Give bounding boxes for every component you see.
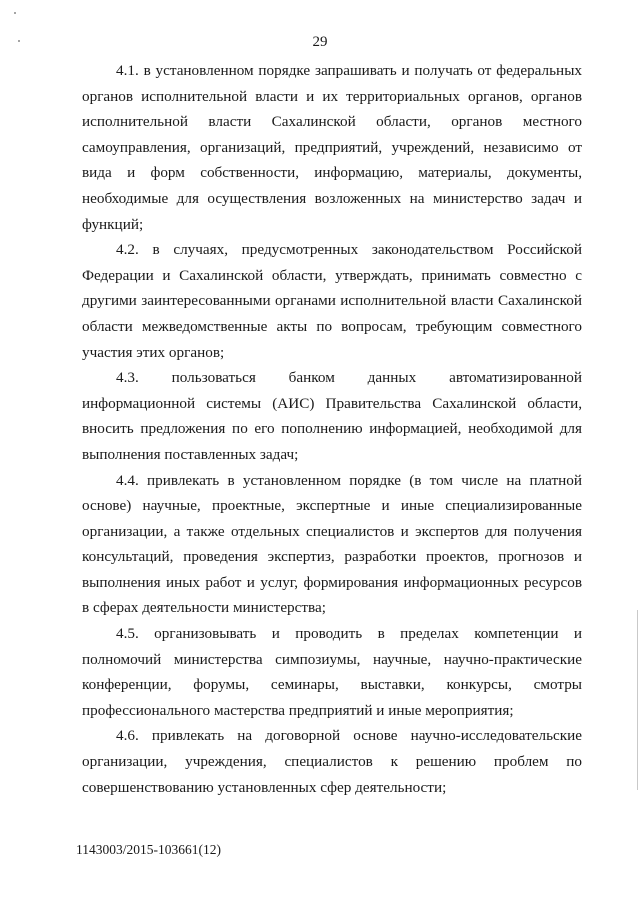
paragraph-4-1: 4.1. в установленном порядке запрашивать и получать от федеральных органов исполнительной власти и их территориальных органов, органов исполнительной власти Сахалинской области, органов местного самоуправления, организаций, предприятий, учреждений, независимо от вида и форм собственности, информацию, материалы, документы, необходимые для осуществления возложенных на министерство задач и функций; xyxy=(82,62,582,233)
document-code: 1143003/2015-103661(12) xyxy=(76,842,221,857)
scan-edge-line xyxy=(637,610,638,790)
document-body xyxy=(82,58,582,800)
scan-speck xyxy=(14,12,16,14)
paragraph-4-3: 4.3. пользоваться банком данных автоматизированной информационной системы (АИС) Правительства Сахалинской области, вносить предложения по его пополнению информацией, необходимой для выполнения поставленных задач; xyxy=(82,369,582,463)
paragraph-4-5: 4.5. организовывать и проводить в пределах компетенции и полномочий министерства симпозиумы, научные, научно-практические конференции, форумы, семинары, выставки, конкурсы, смотры профессионального мастерства предприятий и иные мероприятия; xyxy=(82,625,582,719)
paragraph-4-4: 4.4. привлекать в установленном порядке (в том числе на платной основе) научные, проектные, экспертные и иные специализированные организации, а также отдельных специалистов и экспертов для получения консультаций, проведения экспертиз, разработки проектов, прогнозов и выполнения иных работ и услуг, формирования информационных ресурсов в сферах деятельности министерства; xyxy=(82,471,582,617)
paragraph-4-2: 4.2. в случаях, предусмотренных законодательством Российской Федерации и Сахалинской области, утверждать, принимать совместно с другими заинтересованными органами исполнительной власти Сахалинской области межведомственные акты по вопросам, требующим совместного участия этих органов; xyxy=(82,241,582,361)
page-number: 29 xyxy=(312,34,328,50)
paragraph-4-6: 4.6. привлекать на договорной основе научно-исследовательские организации, учреждения, специалистов к решению проблем по совершенствованию установленных сфер деятельности; xyxy=(82,727,582,796)
